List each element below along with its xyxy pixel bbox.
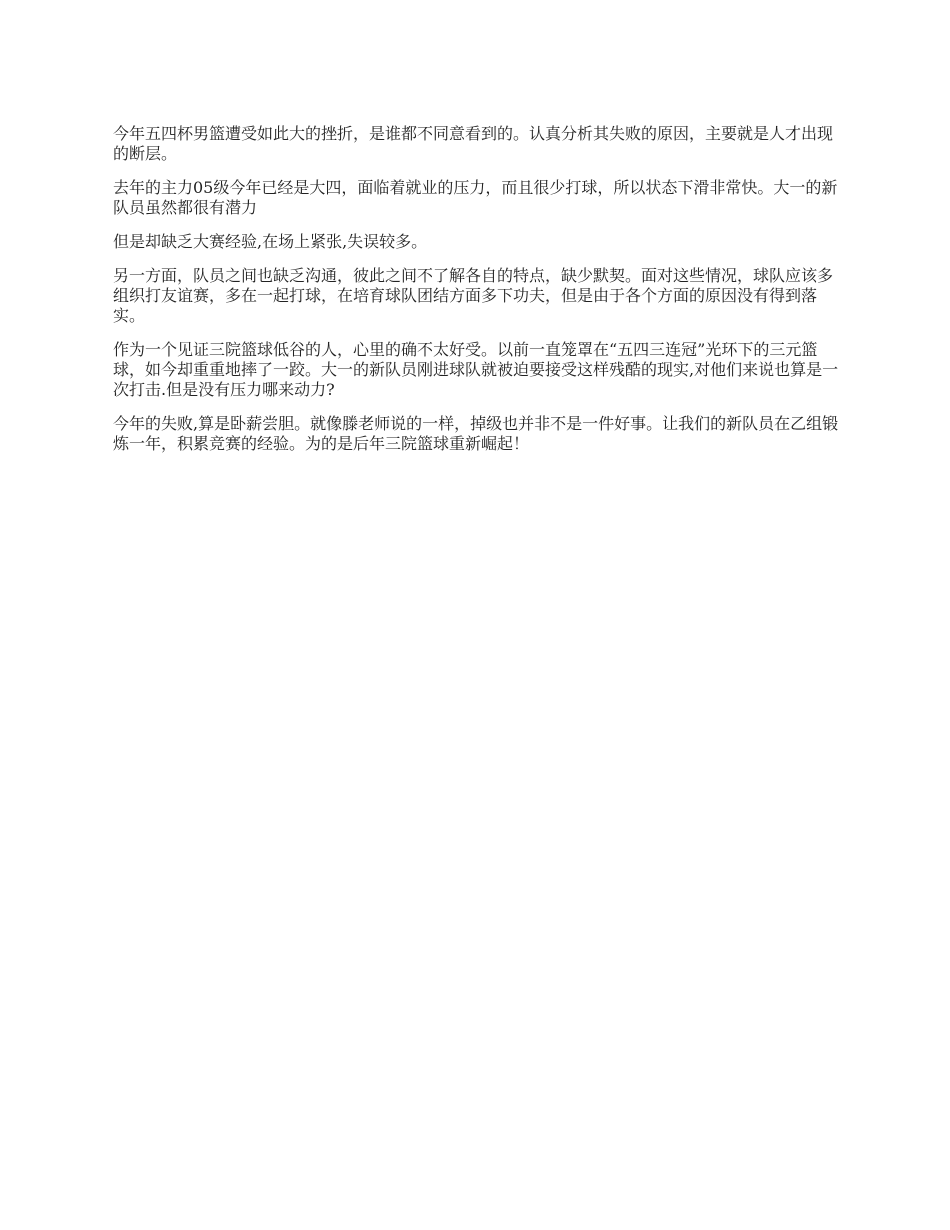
document-body <box>113 124 843 468</box>
paragraph-6: 今年的失败,算是卧薪尝胆。就像滕老师说的一样，掉级也并非不是一件好事。让我们的新队员在乙组锻炼一年，积累竞赛的经验。为的是后年三院篮球重新崛起！ <box>113 414 839 453</box>
paragraph-5: 作为一个见证三院篮球低谷的人，心里的确不太好受。以前一直笼罩在“五四三连冠”光环下的三元篮球，如今却重重地摔了一跤。大一的新队员刚进球队就被迫要接受这样残酷的现实,对他们来说也算是一次打击.但是没有压力哪来动力? <box>113 340 839 399</box>
paragraph-4: 另一方面，队员之间也缺乏沟通，彼此之间不了解各自的特点，缺少默契。面对这些情况，球队应该多组织打友谊赛，多在一起打球，在培育球队团结方面多下功夫，但是由于各个方面的原因没有得到落实。 <box>113 266 834 325</box>
paragraph-1: 今年五四杯男篮遭受如此大的挫折，是谁都不同意看到的。认真分析其失败的原因，主要就是人才出现的断层。 <box>113 124 834 163</box>
paragraph-2: 去年的主力05级今年已经是大四，面临着就业的压力，而且很少打球，所以状态下滑非常快。大一的新队员虽然都很有潜力 <box>113 178 838 217</box>
paragraph-3: 但是却缺乏大赛经验,在场上紧张,失误较多。 <box>113 232 428 251</box>
